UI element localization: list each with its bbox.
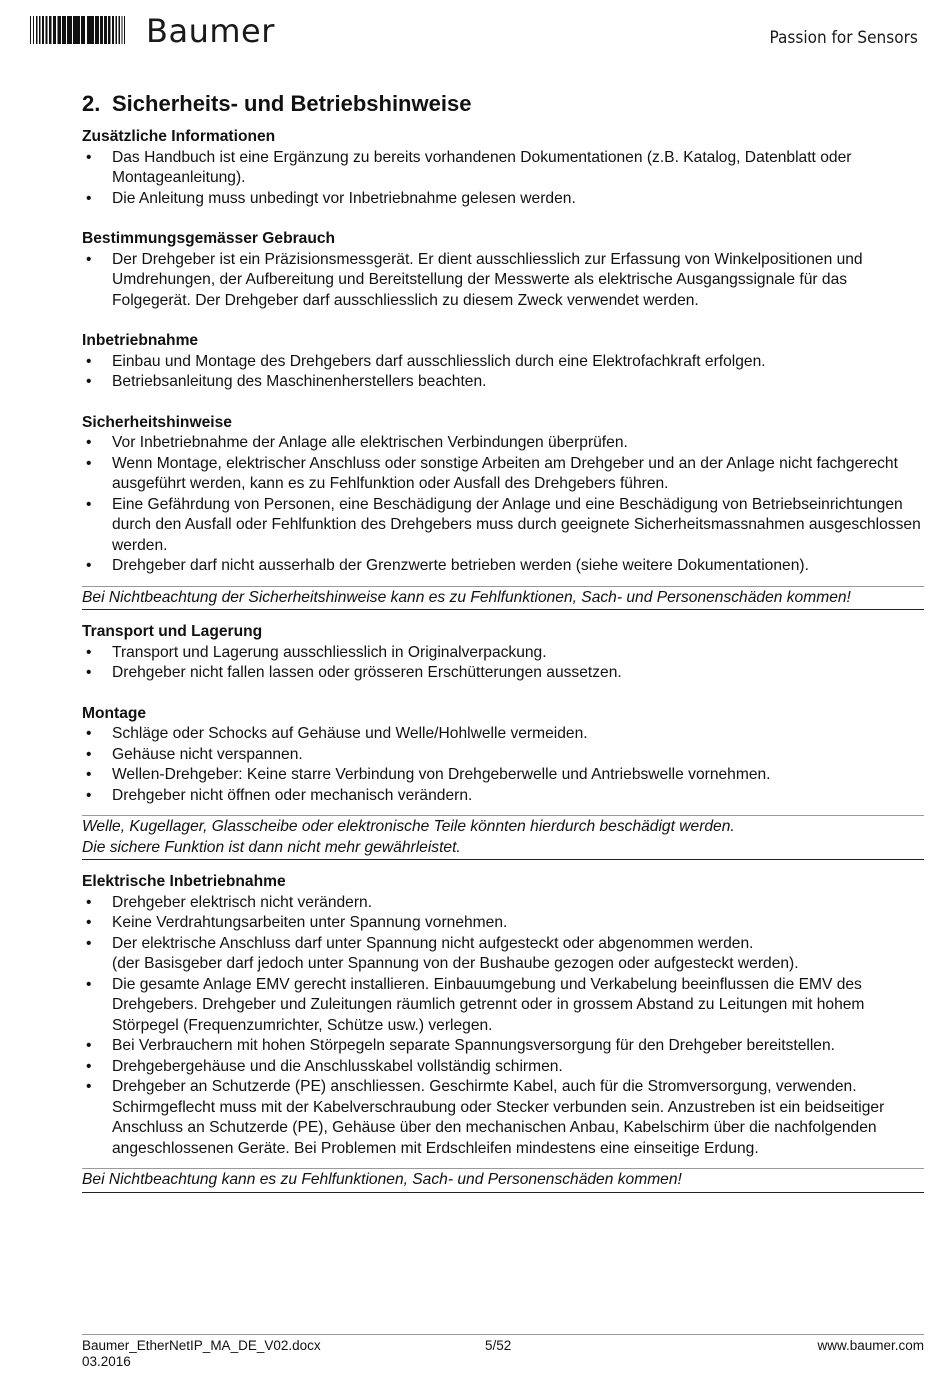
electrical-warning-note: Bei Nichtbeachtung kann es zu Fehlfunktionen, Sach- und Personenschäden kommen!	[82, 1168, 924, 1193]
note-line: Welle, Kugellager, Glasscheibe oder elektronische Teile könnten hierdurch beschädigt werden.	[82, 818, 735, 835]
list-item: • Vor Inbetriebnahme der Anlage alle elektrischen Verbindungen überprüfen.	[82, 433, 924, 454]
list-item	[82, 934, 924, 975]
list-item: • Drehgeber nicht fallen lassen oder grösseren Erschütterungen aussetzen.	[82, 663, 924, 684]
baumer-logo-bars-icon	[30, 14, 140, 46]
mounting-warning-note	[82, 815, 924, 860]
list-safety	[82, 433, 924, 577]
list-item: • Wenn Montage, elektrischer Anschluss oder sonstige Arbeiten am Drehgeber und an der Anlage nicht fachgerecht ausgeführt werden, kann es zu Fehlfunktion oder Ausfall des Drehgebers führen.	[82, 454, 924, 495]
list-info	[82, 148, 924, 210]
footer-page-number: 5/52	[485, 1338, 512, 1353]
heading-mounting: Montage	[82, 704, 147, 722]
list-item: • Betriebsanleitung des Maschinenherstellers beachten.	[82, 372, 924, 393]
list-item: • Drehgebergehäuse und die Anschlusskabel vollständig schirmen.	[82, 1057, 924, 1078]
list-transport	[82, 643, 924, 684]
heading-use: Bestimmungsgemässer Gebrauch	[82, 230, 336, 247]
list-item: • Einbau und Montage des Drehgebers darf ausschliesslich durch eine Elektrofachkraft erfolgen.	[82, 352, 924, 373]
heading-electrical: Elektrische Inbetriebnahme	[82, 873, 286, 890]
list-item: • Die gesamte Anlage EMV gerecht installieren. Einbauumgebung und Verkabelung beeinflussen die EMV des Drehgebers. Drehgeber und Zuleitungen räumlich getrennt oder in grossem Abstand zu Leitungen mit hohem Störpegel (Frequenzumrichter, Schütze usw.) verlegen.	[82, 975, 924, 1037]
list-mounting	[82, 724, 924, 806]
list-item: • Bei Verbrauchern mit hohen Störpegeln separate Spannungsversorgung für den Drehgeber bereitstellen.	[82, 1036, 924, 1057]
list-item: • Drehgeber darf nicht ausserhalb der Grenzwerte betrieben werden (siehe weitere Dokumentationen).	[82, 556, 924, 577]
list-item: • Eine Gefährdung von Personen, eine Beschädigung der Anlage und eine Beschädigung von Betriebseinrichtungen durch den Ausfall oder Fehlfunktion des Drehgebers muss durch geeignete Sicherheitsmassnahmen ausgeschlossen werden.	[82, 495, 924, 557]
list-item: • Das Handbuch ist eine Ergänzung zu bereits vorhandenen Dokumentationen (z.B. Katalog, Datenblatt oder Montageanleitung).	[82, 148, 924, 189]
list-item: • Die Anleitung muss unbedingt vor Inbetriebnahme gelesen werden.	[82, 189, 924, 210]
footer-filename: Baumer_EtherNetIP_MA_DE_V02.docx	[82, 1338, 321, 1353]
list-electrical	[82, 893, 924, 1160]
list-item: • Schläge oder Schocks auf Gehäuse und Welle/Hohlwelle vermeiden.	[82, 724, 924, 745]
item-line: • Der elektrische Anschluss darf unter Spannung nicht aufgesteckt oder abgenommen werden.	[112, 934, 754, 952]
item-line: (der Basisgeber darf jedoch unter Spannung von der Bushaube gezogen oder aufgesteckt werden).	[112, 955, 799, 972]
heading-commissioning: Inbetriebnahme	[82, 332, 199, 349]
list-commissioning	[82, 352, 924, 393]
brand-name: Baumer	[146, 12, 275, 50]
list-item: • Transport und Lagerung ausschliesslich in Originalverpackung.	[82, 643, 924, 664]
heading-info: Zusätzliche Informationen	[82, 128, 276, 145]
list-item: • Gehäuse nicht verspannen.	[82, 745, 924, 766]
list-item: • Keine Verdrahtungsarbeiten unter Spannung vornehmen.	[82, 913, 924, 934]
list-use	[82, 250, 924, 312]
page-header	[0, 0, 950, 60]
note-line: Die sichere Funktion ist dann nicht mehr gewährleistet.	[82, 838, 461, 856]
list-item: • Drehgeber nicht öffnen oder mechanisch verändern.	[82, 786, 924, 807]
heading-transport: Transport und Lagerung	[82, 623, 263, 640]
footer-date: 03.2016	[82, 1354, 131, 1369]
heading-safety: Sicherheitshinweise	[82, 413, 232, 431]
safety-warning-note: Bei Nichtbeachtung der Sicherheitshinweise kann es zu Fehlfunktionen, Sach- und Personenschäden kommen!	[82, 586, 924, 611]
brand-tagline: Passion for Sensors	[769, 28, 918, 48]
list-item: • Der Drehgeber ist ein Präzisionsmessgerät. Er dient ausschliesslich zur Erfassung von Winkelpositionen und Umdrehungen, der Aufbereitung und Bereitstellung der Messwerte als elektrische Ausgangssignale für das Folgegerät. Der Drehgeber darf ausschliesslich zu diesem Zweck verwendet werden.	[82, 250, 924, 312]
document-body	[82, 90, 924, 1205]
list-item: • Drehgeber an Schutzerde (PE) anschliessen. Geschirmte Kabel, auch für die Stromversorgung, verwenden. Schirmgeflecht muss mit der Kabelverschraubung oder Stecker verbunden sein. Anzustreben ist ein beidseitiger Anschluss an Schutzerde (PE), Gehäuse über den mechanischen Anbau, Kabelschirm über die nachfolgenden angeschlossenen Geräte. Bei Problemen mit Erdschleifen mindestens eine einseitige Erdung.	[82, 1077, 924, 1159]
section-number: 2.	[82, 91, 101, 116]
page-footer	[82, 1334, 924, 1369]
list-item: • Wellen-Drehgeber: Keine starre Verbindung von Drehgeberwelle und Antriebswelle vornehmen.	[82, 765, 924, 786]
page-title	[82, 90, 924, 118]
list-item: • Drehgeber elektrisch nicht verändern.	[82, 893, 924, 914]
section-title: Sicherheits- und Betriebshinweise	[112, 91, 472, 116]
footer-website: www.baumer.com	[817, 1338, 924, 1353]
